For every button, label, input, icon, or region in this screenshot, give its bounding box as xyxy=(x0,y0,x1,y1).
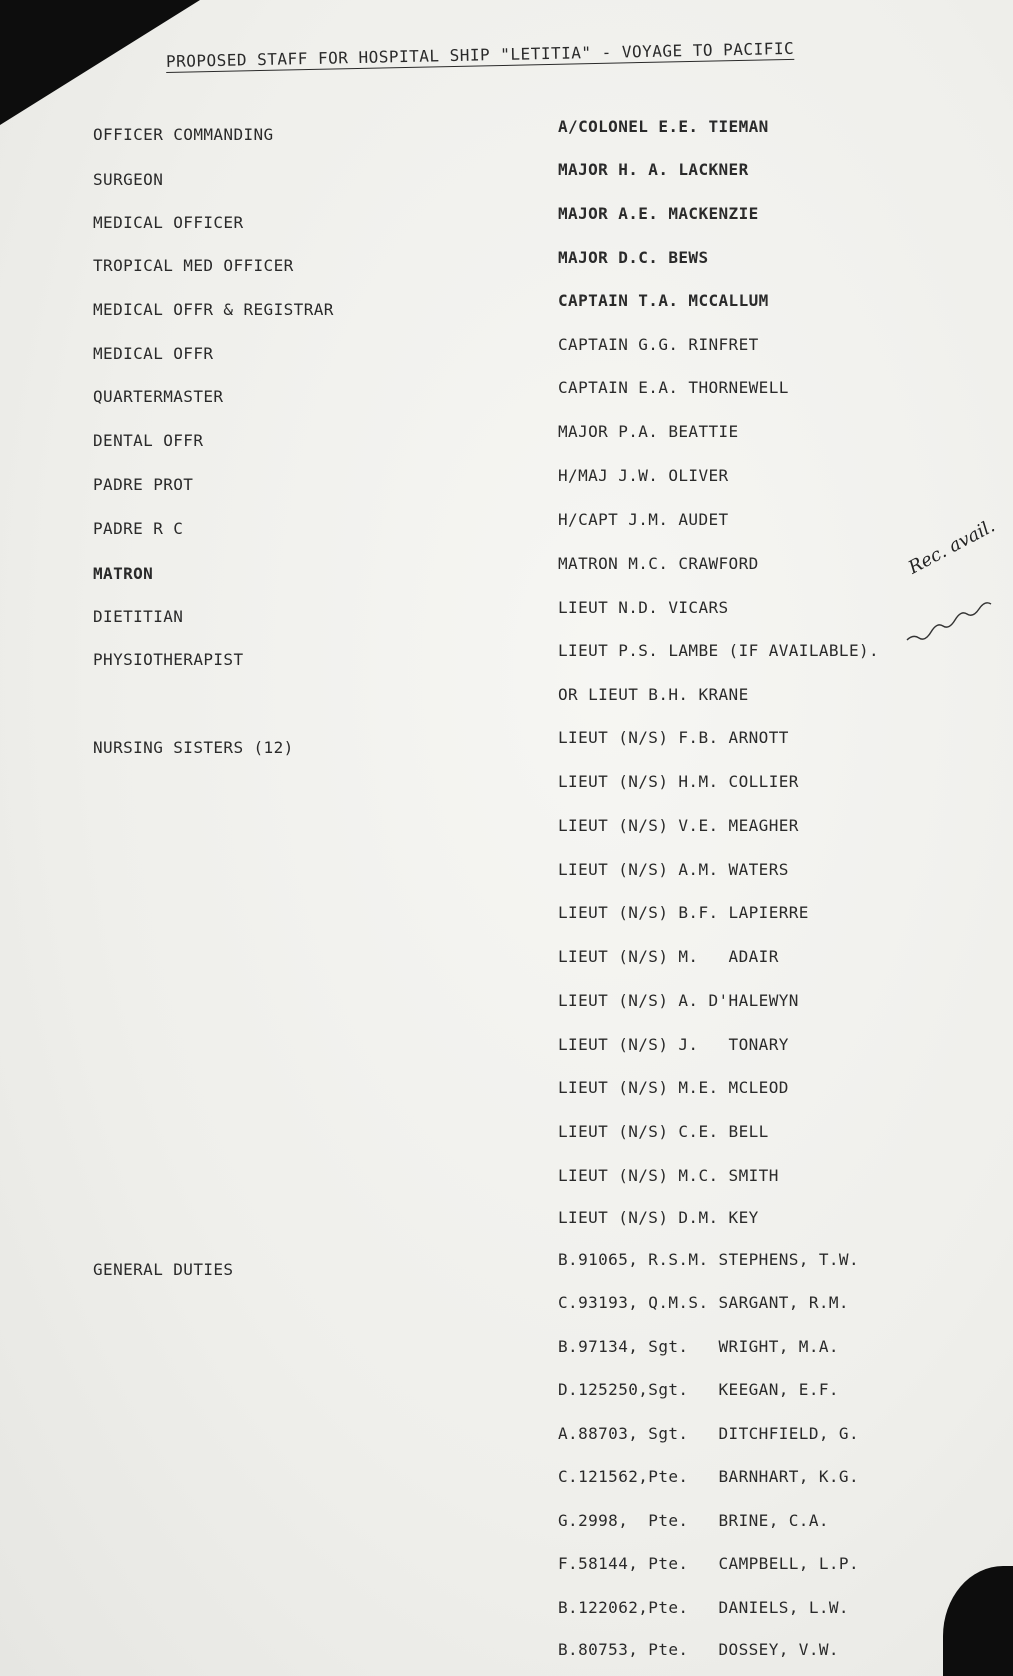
role-label: QUARTERMASTER xyxy=(93,387,224,406)
officer-name: MATRON M.C. CRAWFORD xyxy=(558,554,759,573)
role-label: PHYSIOTHERAPIST xyxy=(93,650,244,669)
nursing-sister-entry: LIEUT (N/S) F.B. ARNOTT xyxy=(558,728,789,747)
nursing-sister-entry: LIEUT (N/S) M.C. SMITH xyxy=(558,1166,779,1185)
role-label: PADRE R C xyxy=(93,519,184,538)
role-label: OFFICER COMMANDING xyxy=(93,125,274,144)
handwritten-annotation: Rec. avail. xyxy=(905,515,999,579)
officer-name: CAPTAIN E.A. THORNEWELL xyxy=(558,378,789,397)
general-duty-entry: F.58144, Pte. CAMPBELL, L.P. xyxy=(558,1554,859,1573)
general-duty-entry: D.125250,Sgt. KEEGAN, E.F. xyxy=(558,1380,839,1399)
officer-name: CAPTAIN G.G. RINFRET xyxy=(558,335,759,354)
nursing-sister-entry: LIEUT (N/S) A.M. WATERS xyxy=(558,860,789,879)
general-duty-entry: A.88703, Sgt. DITCHFIELD, G. xyxy=(558,1424,859,1443)
role-label: TROPICAL MED OFFICER xyxy=(93,256,294,275)
physio-alternate: OR LIEUT B.H. KRANE xyxy=(558,685,749,704)
officer-name: CAPTAIN T.A. MCCALLUM xyxy=(558,291,769,310)
officer-name: MAJOR A.E. MACKENZIE xyxy=(558,204,759,223)
role-label: MEDICAL OFFR & REGISTRAR xyxy=(93,300,334,319)
general-duty-entry: B.80753, Pte. DOSSEY, V.W. xyxy=(558,1640,839,1659)
role-label: MEDICAL OFFR xyxy=(93,344,214,363)
general-duty-entry: B.91065, R.S.M. STEPHENS, T.W. xyxy=(558,1250,859,1269)
document-title: PROPOSED STAFF FOR HOSPITAL SHIP "LETITIA" - VOYAGE TO PACIFIC xyxy=(165,38,795,71)
nursing-sister-entry: LIEUT (N/S) A. D'HALEWYN xyxy=(558,991,799,1010)
role-label: MATRON xyxy=(93,564,154,583)
role-label: DIETITIAN xyxy=(93,607,184,626)
officer-name: LIEUT N.D. VICARS xyxy=(558,598,729,617)
officer-name: MAJOR H. A. LACKNER xyxy=(558,160,749,179)
general-duty-entry: C.93193, Q.M.S. SARGANT, R.M. xyxy=(558,1293,849,1312)
nursing-sister-entry: LIEUT (N/S) D.M. KEY xyxy=(558,1208,759,1227)
nursing-sister-entry: LIEUT (N/S) J. TONARY xyxy=(558,1035,789,1054)
role-label: DENTAL OFFR xyxy=(93,431,204,450)
nursing-sister-entry: LIEUT (N/S) M.E. MCLEOD xyxy=(558,1078,789,1097)
general-duty-entry: B.97134, Sgt. WRIGHT, M.A. xyxy=(558,1337,839,1356)
general-duties-label: GENERAL DUTIES xyxy=(93,1260,234,1279)
nursing-sister-entry: LIEUT (N/S) M. ADAIR xyxy=(558,947,779,966)
role-label: SURGEON xyxy=(93,170,164,189)
handwritten-underline xyxy=(905,600,1005,645)
officer-name: H/MAJ J.W. OLIVER xyxy=(558,466,729,485)
officer-name: MAJOR P.A. BEATTIE xyxy=(558,422,739,441)
nursing-sisters-label: NURSING SISTERS (12) xyxy=(93,738,294,757)
nursing-sister-entry: LIEUT (N/S) V.E. MEAGHER xyxy=(558,816,799,835)
nursing-sister-entry: LIEUT (N/S) B.F. LAPIERRE xyxy=(558,903,809,922)
nursing-sister-entry: LIEUT (N/S) H.M. COLLIER xyxy=(558,772,799,791)
officer-name: LIEUT P.S. LAMBE (IF AVAILABLE). xyxy=(558,641,880,660)
officer-name: A/COLONEL E.E. TIEMAN xyxy=(558,117,769,136)
officer-name: H/CAPT J.M. AUDET xyxy=(558,510,729,529)
role-label: PADRE PROT xyxy=(93,475,194,494)
officer-name: MAJOR D.C. BEWS xyxy=(558,248,709,267)
general-duty-entry: B.122062,Pte. DANIELS, L.W. xyxy=(558,1598,849,1617)
scan-corner-shadow-bottom xyxy=(943,1566,1013,1676)
role-label: MEDICAL OFFICER xyxy=(93,213,244,232)
general-duty-entry: C.121562,Pte. BARNHART, K.G. xyxy=(558,1467,859,1486)
general-duty-entry: G.2998, Pte. BRINE, C.A. xyxy=(558,1511,829,1530)
nursing-sister-entry: LIEUT (N/S) C.E. BELL xyxy=(558,1122,769,1141)
